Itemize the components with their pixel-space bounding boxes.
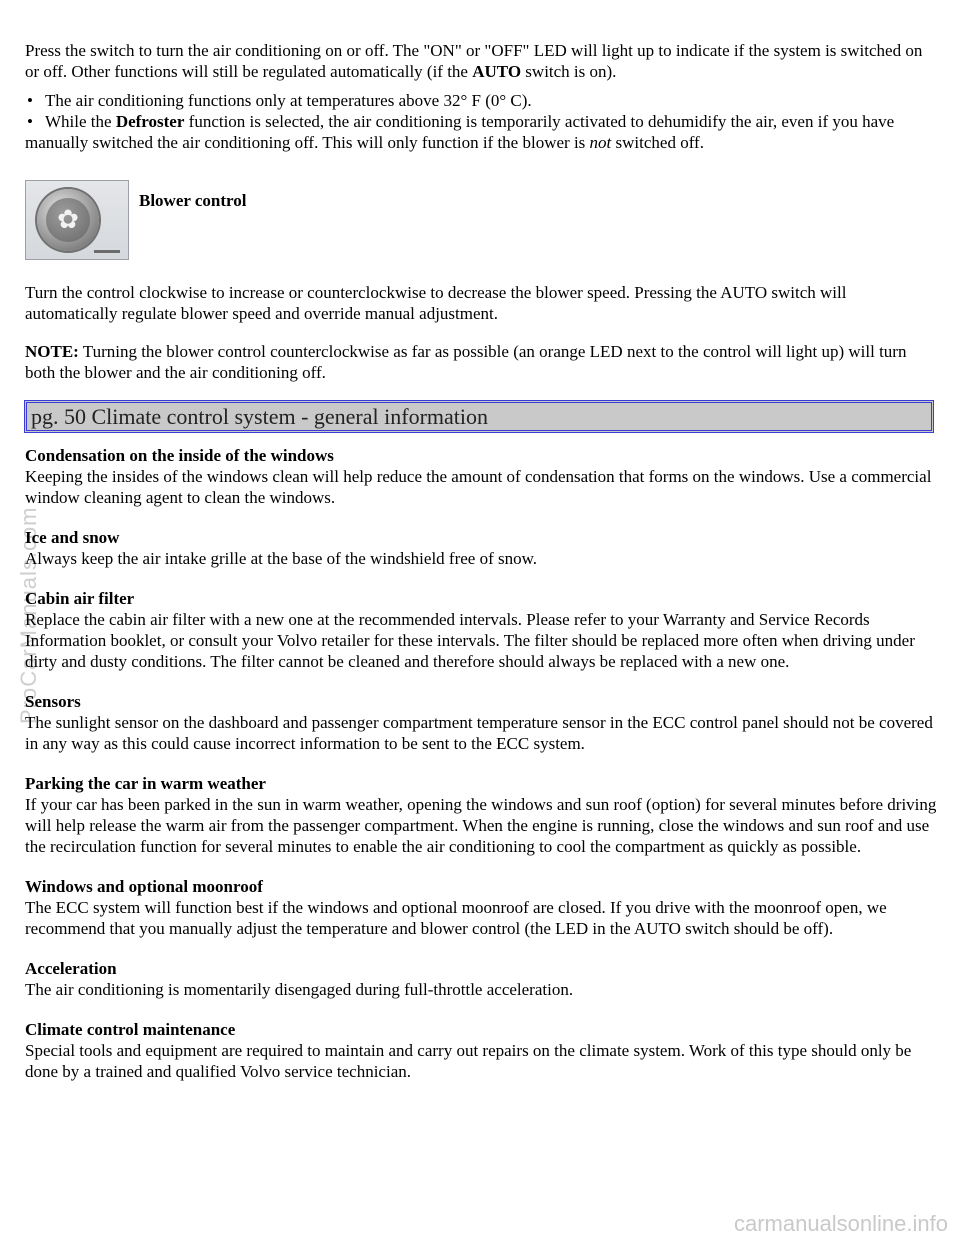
info-block — [25, 445, 937, 508]
info-block — [25, 527, 937, 569]
block-heading: Parking the car in warm weather — [25, 774, 266, 793]
block-text: Always keep the air intake grille at the base of the windshield free of snow. — [25, 549, 538, 568]
intro-text-end: switch is on). — [521, 62, 617, 81]
blower-knob-image — [25, 180, 129, 260]
note-paragraph — [25, 341, 937, 383]
block-heading: Climate control maintenance — [25, 1020, 236, 1039]
bullet-icon: • — [27, 91, 33, 110]
blower-description: Turn the control clockwise to increase or counterclockwise to decrease the blower speed. Pressing the AUTO switch will automatically regulate blower speed and override manual adjustment. — [25, 283, 847, 323]
auto-keyword: AUTO — [472, 62, 522, 81]
block-text: The air conditioning is momentarily disengaged during full-throttle acceleration. — [25, 980, 574, 999]
intro-paragraph — [25, 40, 937, 82]
side-watermark: ProCarManuals.com — [16, 506, 41, 724]
block-heading: Windows and optional moonroof — [25, 877, 263, 896]
block-text: Keeping the insides of the windows clean will help reduce the amount of condensation that forms on the windows. Use a commercial window cleaning agent to clean the windows. — [25, 467, 932, 507]
block-text: The sunlight sensor on the dashboard and passenger compartment temperature sensor in the ECC control panel should not be covered in any way as this could cause incorrect information to be sent to the ECC system. — [25, 713, 933, 753]
fan-icon: ✿ — [46, 198, 90, 242]
block-heading: Sensors — [25, 692, 81, 711]
info-block — [25, 958, 937, 1000]
section-title: pg. 50 Climate control system - general information — [24, 400, 934, 433]
emphasis-text: not — [589, 133, 612, 152]
info-block — [25, 691, 937, 754]
list-item — [25, 90, 937, 111]
info-block — [25, 1019, 937, 1082]
blower-control-header — [25, 180, 937, 264]
block-text: Replace the cabin air filter with a new one at the recommended intervals. Please refer to your Warranty and Service Records Information booklet, or consult your Volvo retailer for these intervals. The filter should be replaced more often when driving under dirty and dusty conditions. The filter cannot be cleaned and therefore should always be replaced with a new one. — [25, 610, 915, 671]
info-block — [25, 773, 937, 857]
info-block — [25, 588, 937, 672]
defroster-keyword: Defroster — [115, 112, 185, 131]
bullet-text: While the — [45, 112, 116, 131]
blower-control-title: Blower control — [139, 191, 247, 210]
block-heading: Acceleration — [25, 959, 117, 978]
manual-page — [25, 40, 937, 1101]
bullet-icon: • — [27, 112, 33, 131]
block-heading: Ice and snow — [25, 528, 120, 547]
note-label: NOTE: — [25, 342, 79, 361]
block-heading: Condensation on the inside of the windows — [25, 446, 334, 465]
bullet-text: switched off. — [611, 133, 704, 152]
footer-watermark: carmanualsonline.info — [733, 1211, 948, 1236]
intro-text: Press the switch to turn the air conditioning on or off. The "ON" or "OFF" LED will light up to indicate if the system is switched on or off. Other functions will still be regulated automatically (if the — [25, 41, 923, 81]
led-indicator — [94, 250, 120, 253]
block-text: Special tools and equipment are required to maintain and carry out repairs on the climate system. Work of this type should only be done by a trained and qualified Volvo service technician. — [25, 1041, 912, 1081]
bullet-text: function is selected, the air conditioning is temporarily activated to dehumidify the air, even if you have manually switched the air conditioning off. This will only function if the blower is — [25, 112, 895, 152]
bullet-list — [25, 90, 937, 153]
note-text: Turning the blower control counterclockwise as far as possible (an orange LED next to the control will light up) will turn both the blower and the air conditioning off. — [25, 342, 907, 382]
block-text: The ECC system will function best if the windows and optional moonroof are closed. If you drive with the moonroof open, we recommend that you manually adjust the temperature and blower control (the LED in the AUTO switch should be off). — [25, 898, 887, 938]
blower-knob — [37, 189, 99, 251]
block-heading: Cabin air filter — [25, 589, 135, 608]
info-block — [25, 876, 937, 939]
bullet-text: The air conditioning functions only at temperatures above 32° F (0° C). — [45, 91, 532, 110]
block-text: If your car has been parked in the sun in warm weather, opening the windows and sun roof (option) for several minutes before driving will help release the warm air from the passenger compartment. When the engine is running, close the windows and sun roof and use the recirculation function for several minutes to enable the air conditioning to cool the compartment as quickly as possible. — [25, 795, 937, 856]
list-item — [25, 111, 937, 153]
